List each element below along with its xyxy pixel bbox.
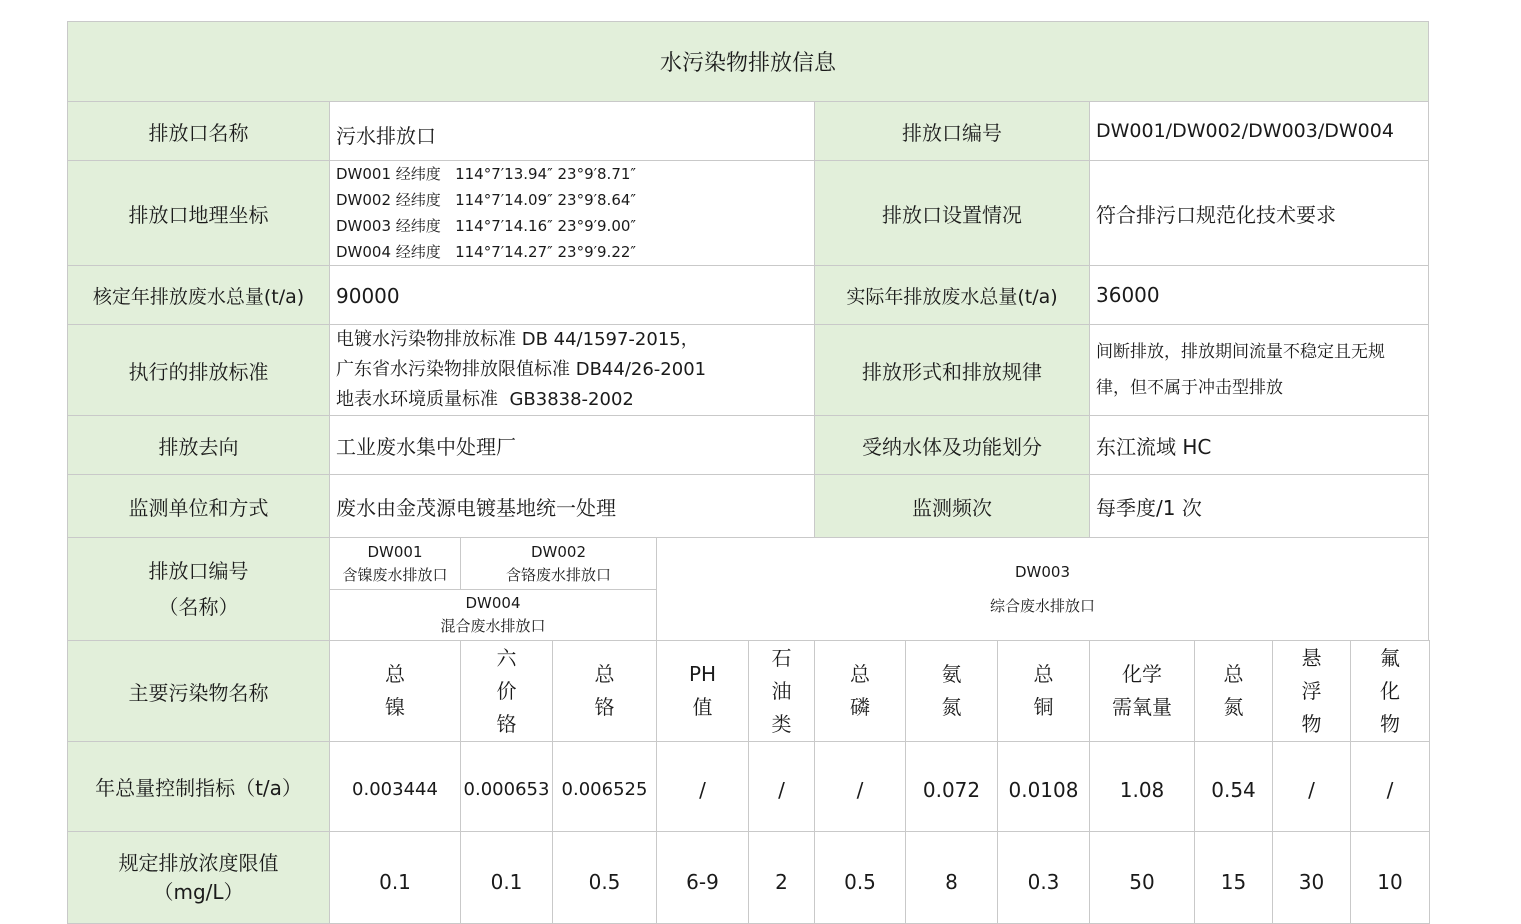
pollutant-name-part: 需氧量	[1112, 695, 1172, 719]
outlet-code: DW004	[465, 594, 521, 612]
pollutant-name-part: PH	[688, 662, 717, 686]
concentration-limit-value: 15	[1194, 831, 1273, 924]
outlet-setup-value: 符合排污口规范化技术要求	[1089, 160, 1429, 266]
pollutant-name-part: 总	[850, 662, 870, 686]
pollutant-name-part: 氟	[1380, 645, 1400, 670]
outlet-code: DW003	[1014, 563, 1070, 581]
pollutant-name-part: 值	[692, 695, 713, 719]
outlet-dw004	[329, 589, 657, 641]
pollutant-name-cell	[1272, 640, 1351, 742]
pollutant-name-part: 总	[594, 662, 615, 686]
pollutant-name-part: 氮	[1223, 695, 1244, 719]
coordinates-label: 排放口地理坐标	[67, 160, 330, 266]
outlet-id-label-line: （名称）	[158, 595, 239, 619]
annual-control-value: 0.0108	[997, 741, 1090, 832]
annual-control-value: /	[814, 741, 906, 832]
pollutant-name-part: 物	[1301, 711, 1322, 736]
annual-control-value: 1.08	[1089, 741, 1195, 832]
pollutant-name-part: 浮	[1301, 678, 1322, 703]
concentration-limit-label-line: 规定排放浓度限值	[118, 850, 279, 875]
concentration-limit-value: 50	[1089, 831, 1195, 924]
pollutant-name-part: 氮	[941, 695, 962, 719]
discharge-pattern-line: 间断排放，排放期间流量不稳定且无规	[1096, 342, 1385, 362]
monitoring-frequency-value: 每季度/1 次	[1089, 474, 1429, 538]
annual-control-value: 0.54	[1194, 741, 1273, 832]
outlet-name: 混合废水排放口	[440, 617, 546, 635]
concentration-limit-value: 8	[905, 831, 998, 924]
pollutant-name-part: 油	[771, 678, 792, 703]
pollutant-name-cell	[329, 640, 461, 742]
outlet-id-label	[67, 537, 330, 641]
receiving-water-label: 受纳水体及功能划分	[814, 415, 1090, 475]
outlet-dw001	[329, 537, 461, 590]
concentration-limit-value: 0.5	[552, 831, 657, 924]
outlet-id-label-line: 排放口编号	[148, 559, 249, 583]
approved-wastewater-label: 核定年排放废水总量(t/a)	[67, 265, 330, 325]
concentration-limit-value: 0.3	[997, 831, 1090, 924]
outlet-name: 含铬废水排放口	[505, 565, 611, 584]
standard-line: 广东省水污染物排放限值标准 DB44/26-2001	[336, 359, 707, 380]
outlet-name-label: 排放口名称	[67, 101, 330, 161]
standards-label: 执行的排放标准	[67, 324, 330, 416]
pollutant-name-part: 总	[385, 662, 405, 686]
coordinates-value	[329, 160, 815, 266]
pollutant-name-cell	[814, 640, 906, 742]
annual-control-value: 0.006525	[552, 741, 657, 832]
outlet-dw003	[656, 537, 1429, 641]
concentration-limit-value: 0.1	[329, 831, 461, 924]
approved-wastewater-value: 90000	[329, 265, 815, 325]
pollutant-name-part: 悬	[1301, 645, 1322, 670]
annual-control-value: 0.072	[905, 741, 998, 832]
pollutant-name-part: 化学	[1122, 662, 1162, 686]
monitoring-frequency-label: 监测频次	[814, 474, 1090, 538]
pollutant-name-cell	[1194, 640, 1273, 742]
pollutant-name-cell	[997, 640, 1090, 742]
annual-control-value: /	[656, 741, 749, 832]
outlet-code: DW002	[530, 542, 586, 561]
monitoring-unit-label: 监测单位和方式	[67, 474, 330, 538]
concentration-limit-label	[67, 831, 330, 924]
pollutant-name-part: 价	[496, 678, 517, 703]
coordinate-line: DW002 经纬度 114°7′14.09″ 23°9′8.64″	[336, 191, 637, 209]
pollutant-name-part: 化	[1380, 678, 1400, 703]
outlet-code-value: DW001/DW002/DW003/DW004	[1089, 101, 1429, 161]
pollutant-name-part: 石	[771, 645, 792, 670]
standard-line: 电镀水污染物排放标准 DB 44/1597-2015，	[336, 329, 699, 350]
concentration-limit-value: 6-9	[656, 831, 749, 924]
table-title: 水污染物排放信息	[67, 21, 1429, 102]
pollutant-name-part: 氨	[941, 662, 962, 686]
pollutant-name-part: 铬	[496, 711, 517, 736]
outlet-dw002	[460, 537, 657, 590]
pollutant-name-part: 六	[496, 645, 517, 670]
concentration-limit-value: 0.1	[460, 831, 553, 924]
concentration-limit-value: 2	[748, 831, 815, 924]
annual-control-value: 0.003444	[329, 741, 461, 832]
outlet-code-label: 排放口编号	[814, 101, 1090, 161]
concentration-limit-value: 30	[1272, 831, 1351, 924]
annual-control-value: /	[1350, 741, 1430, 832]
annual-control-value: /	[748, 741, 815, 832]
pollutant-name-part: 铜	[1033, 695, 1054, 719]
coordinate-line: DW004 经纬度 114°7′14.27″ 23°9′9.22″	[336, 243, 637, 261]
outlet-name: 含镍废水排放口	[342, 565, 448, 584]
concentration-limit-value: 10	[1350, 831, 1430, 924]
annual-control-value: /	[1272, 741, 1351, 832]
discharge-pattern-line: 律，但不属于冲击型排放	[1096, 378, 1283, 398]
pollutant-name-cell	[748, 640, 815, 742]
actual-wastewater-value: 36000	[1089, 265, 1429, 325]
outlet-name: 综合废水排放口	[989, 597, 1095, 615]
monitoring-unit-value: 废水由金茂源电镀基地统一处理	[329, 474, 815, 538]
outlet-code: DW001	[367, 542, 423, 561]
outlet-name-value: 污水排放口	[329, 101, 815, 161]
pollutant-name-part: 总	[1033, 662, 1054, 686]
pollutant-name-part: 磷	[850, 695, 870, 719]
pollutant-name-part: 类	[771, 711, 792, 736]
coordinate-line: DW001 经纬度 114°7′13.94″ 23°9′8.71″	[336, 165, 637, 183]
annual-control-value: 0.000653	[460, 741, 553, 832]
pollutant-name-part: 物	[1380, 711, 1400, 736]
discharge-pattern-value	[1089, 324, 1429, 416]
coordinate-line: DW003 经纬度 114°7′14.16″ 23°9′9.00″	[336, 217, 637, 235]
pollutant-name-cell	[1089, 640, 1195, 742]
pollutant-name-label: 主要污染物名称	[67, 640, 330, 742]
outlet-setup-label: 排放口设置情况	[814, 160, 1090, 266]
discharge-destination-value: 工业废水集中处理厂	[329, 415, 815, 475]
pollutant-name-cell	[460, 640, 553, 742]
discharge-pattern-label: 排放形式和排放规律	[814, 324, 1090, 416]
pollutant-name-cell	[1350, 640, 1430, 742]
pollutant-name-part: 镍	[385, 695, 405, 719]
concentration-limit-label-line: （mg/L）	[153, 879, 244, 904]
pollutant-name-cell	[552, 640, 657, 742]
standards-value	[329, 324, 815, 416]
pollutant-name-part: 铬	[594, 695, 615, 719]
pollutant-name-cell	[656, 640, 749, 742]
pollutant-name-cell	[905, 640, 998, 742]
discharge-destination-label: 排放去向	[67, 415, 330, 475]
pollutant-name-part: 总	[1223, 662, 1244, 686]
concentration-limit-value: 0.5	[814, 831, 906, 924]
annual-control-label: 年总量控制指标（t/a）	[67, 741, 330, 832]
actual-wastewater-label: 实际年排放废水总量(t/a)	[814, 265, 1090, 325]
receiving-water-value: 东江流域 HC	[1089, 415, 1429, 475]
standard-line: 地表水环境质量标准 GB3838-2002	[336, 389, 634, 410]
